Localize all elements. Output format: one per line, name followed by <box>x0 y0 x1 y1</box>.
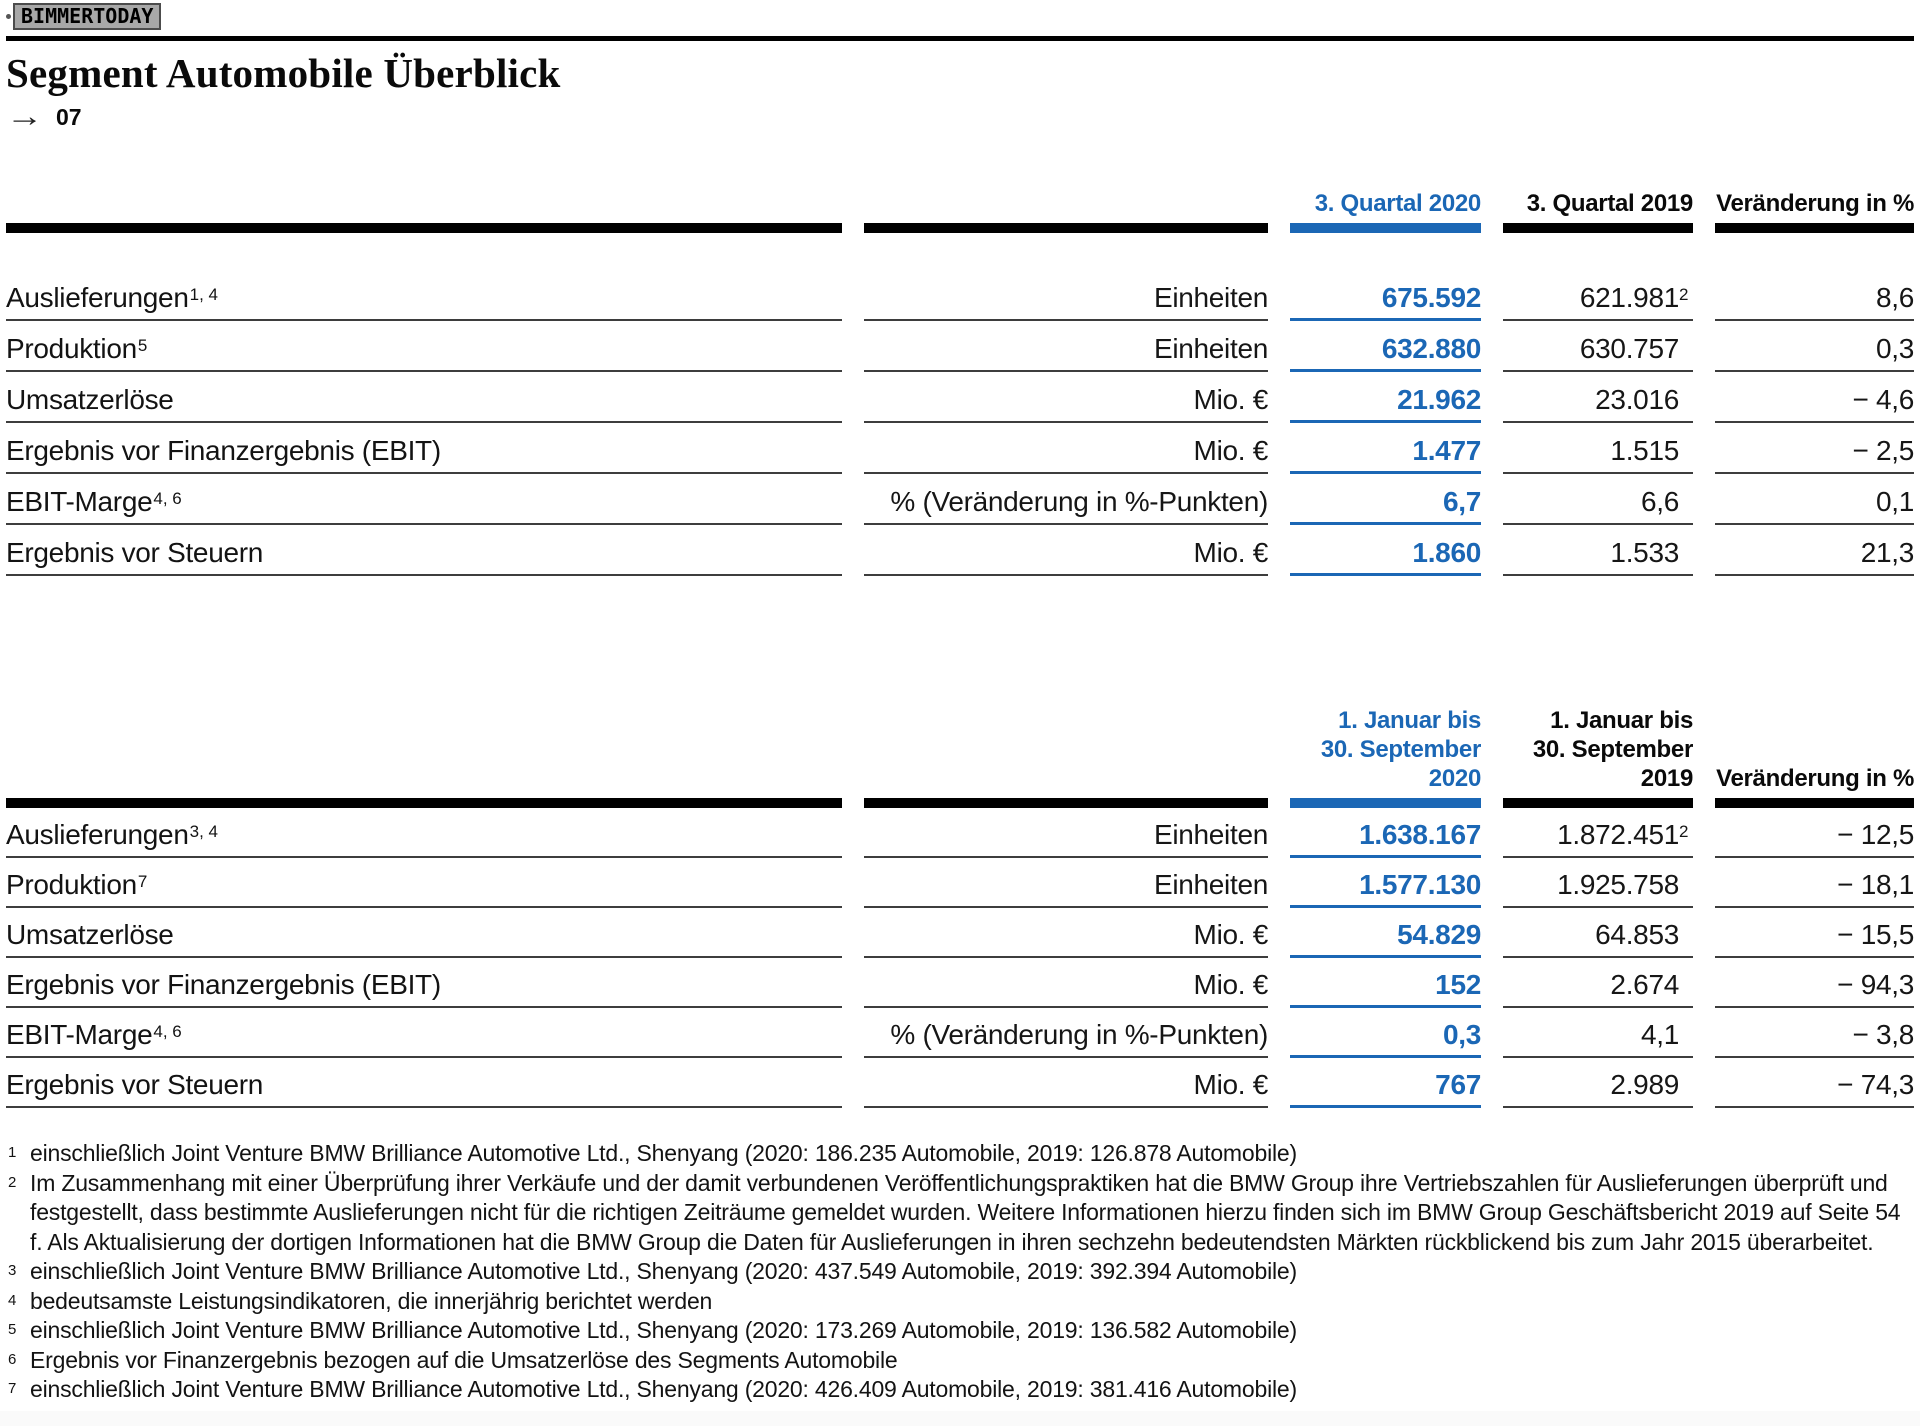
header-spacer-unit <box>864 706 1268 808</box>
value-change: 8,6 <box>1715 233 1914 321</box>
value-2020: 0,3 <box>1290 1008 1481 1058</box>
row-unit: Mio. € <box>864 908 1268 958</box>
footnote-marker: 4 <box>8 1291 17 1309</box>
value-text: 1.872.451 <box>1557 819 1679 850</box>
header-spacer-label <box>6 189 842 233</box>
label-text: Produktion <box>6 333 137 364</box>
footnote-text: einschließlich Joint Venture BMW Brilliance Automotive Ltd., Shenyang (2020: 437.549 Automobile, 2019: 392.394 Automobile) <box>30 1258 1297 1284</box>
row-unit: Mio. € <box>864 525 1268 576</box>
row-unit: % (Veränderung in %-Punkten) <box>864 474 1268 525</box>
header-q3-2019 <box>1503 189 1693 233</box>
header-bar-blue <box>1290 223 1481 233</box>
row-label <box>6 858 842 908</box>
row-unit: Einheiten <box>864 858 1268 908</box>
value-text: 6,6 <box>1640 486 1679 517</box>
header-bar <box>1715 798 1914 808</box>
value-2019 <box>1503 1008 1693 1058</box>
footnote <box>6 1287 1914 1317</box>
footnote <box>6 1139 1914 1169</box>
value-change: − 3,8 <box>1715 1008 1914 1058</box>
label-text: Produktion <box>6 869 137 900</box>
header-spacer-unit <box>864 189 1268 233</box>
label-text: Ergebnis vor Steuern <box>6 537 264 568</box>
label-footnote-ref: 7 <box>137 872 148 891</box>
value-2019 <box>1503 233 1693 321</box>
value-2019 <box>1503 474 1693 525</box>
header-bar <box>1503 798 1693 808</box>
footnote <box>6 1257 1914 1287</box>
label-text: Ergebnis vor Steuern <box>6 1069 264 1100</box>
column-header-line: 2019 <box>1640 765 1693 792</box>
value-text: 64.853 <box>1595 919 1679 950</box>
value-2020: 767 <box>1290 1058 1481 1108</box>
value-2019 <box>1503 858 1693 908</box>
row-label <box>6 423 842 474</box>
value-change: − 74,3 <box>1715 1058 1914 1108</box>
value-2020: 1.638.167 <box>1290 808 1481 858</box>
value-2019 <box>1503 1058 1693 1108</box>
value-text: 1.533 <box>1610 537 1679 568</box>
value-text: 1.515 <box>1610 435 1679 466</box>
footnote <box>6 1375 1914 1405</box>
value-2019 <box>1503 908 1693 958</box>
label-text: EBIT-Marge <box>6 486 153 517</box>
watermark-dot-icon <box>6 14 11 19</box>
value-2020: 54.829 <box>1290 908 1481 958</box>
footnote-marker: 2 <box>8 1173 17 1191</box>
value-2019 <box>1503 958 1693 1008</box>
arrow-right-icon: → <box>6 100 44 133</box>
value-2020: 1.477 <box>1290 423 1481 474</box>
footnote-marker: 5 <box>8 1321 17 1338</box>
column-header-label: Veränderung in % <box>1716 190 1914 217</box>
value-text: 1.925.758 <box>1557 869 1679 900</box>
row-label <box>6 1058 842 1108</box>
header-change <box>1715 706 1914 808</box>
value-text: 2.674 <box>1610 969 1679 1000</box>
label-text: Auslieferungen <box>6 819 189 850</box>
page-number: 07 <box>56 103 82 130</box>
row-label <box>6 525 842 576</box>
header-change <box>1715 189 1914 233</box>
footnote-marker: 1 <box>8 1144 17 1161</box>
bottom-band <box>0 1411 1920 1426</box>
footnotes <box>6 1139 1914 1405</box>
header-spacer-label <box>6 706 842 808</box>
column-header-line: 30. September <box>1320 736 1481 763</box>
page-marker <box>6 101 1914 133</box>
label-footnote-ref: 4, 6 <box>153 489 182 508</box>
footnote-text: einschließlich Joint Venture BMW Brilliance Automotive Ltd., Shenyang (2020: 173.269 Automobile, 2019: 136.582 Automobile) <box>30 1317 1297 1343</box>
footnote-text: Ergebnis vor Finanzergebnis bezogen auf die Umsatzerlöse des Segments Automobile <box>30 1346 898 1373</box>
value-change: 0,1 <box>1715 474 1914 525</box>
value-2020: 21.962 <box>1290 372 1481 423</box>
row-label <box>6 908 842 958</box>
row-unit: Mio. € <box>864 372 1268 423</box>
value-footnote-ref: 2 <box>1679 285 1689 304</box>
header-ytd-2019 <box>1503 706 1693 808</box>
header-q3-2020 <box>1290 189 1481 233</box>
header-bar <box>6 223 842 233</box>
footnote-text: einschließlich Joint Venture BMW Brilliance Automotive Ltd., Shenyang (2020: 426.409 Automobile, 2019: 381.416 Automobile) <box>30 1376 1297 1402</box>
row-unit: Mio. € <box>864 958 1268 1008</box>
value-2019 <box>1503 423 1693 474</box>
value-2020: 675.592 <box>1290 233 1481 321</box>
label-text: EBIT-Marge <box>6 1019 153 1050</box>
label-text: Umsatzerlöse <box>6 384 174 415</box>
footnote-marker: 3 <box>8 1262 17 1279</box>
label-footnote-ref: 3, 4 <box>189 822 218 841</box>
value-2019 <box>1503 321 1693 372</box>
value-text: 4,1 <box>1640 1019 1679 1050</box>
table-ytd <box>6 706 1914 1108</box>
column-header-line: 30. September <box>1532 736 1693 763</box>
row-unit: % (Veränderung in %-Punkten) <box>864 1008 1268 1058</box>
table-quarter <box>6 189 1914 576</box>
value-text: 23.016 <box>1595 384 1679 415</box>
label-footnote-ref: 4, 6 <box>153 1022 182 1041</box>
value-change: − 12,5 <box>1715 808 1914 858</box>
column-header-label: 3. Quartal 2019 <box>1526 190 1693 217</box>
value-change: − 2,5 <box>1715 423 1914 474</box>
footnote <box>6 1346 1914 1376</box>
row-label <box>6 1008 842 1058</box>
footnote-text: Im Zusammenhang mit einer Überprüfung ihrer Verkäufe und der damit verbundenen Veröffentlichungspraktiken hat die BMW Group ihre Vertriebszahlen für Auslieferungen überprüft und festgestellt, dass bestimmte Auslieferungen nicht für die richtigen Zeiträume gemeldet wurden. Weitere Informationen hierzu finden sich im BMW Group Geschäftsbericht 2019 auf Seite 54 f. Als Aktualisierung der dortigen Informationen hat die BMW Group die Daten für Auslieferungen in ihren sechzehn bedeutendsten Märkten rückblickend bis zum Jahr 2015 überarbeitet. <box>30 1169 1901 1255</box>
value-2019 <box>1503 525 1693 576</box>
value-change: − 4,6 <box>1715 372 1914 423</box>
watermark-badge: BIMMERTODAY <box>13 3 161 30</box>
value-2020: 1.577.130 <box>1290 858 1481 908</box>
label-footnote-ref: 5 <box>137 336 148 355</box>
watermark-row <box>6 0 1914 30</box>
value-change: 21,3 <box>1715 525 1914 576</box>
footnote-marker: 6 <box>8 1350 17 1368</box>
value-footnote-ref: 2 <box>1679 822 1689 841</box>
row-unit: Einheiten <box>864 321 1268 372</box>
row-unit: Mio. € <box>864 1058 1268 1108</box>
value-text: 621.981 <box>1579 282 1679 313</box>
value-2020: 1.860 <box>1290 525 1481 576</box>
label-text: Auslieferungen <box>6 282 189 313</box>
footnote-text: bedeutsamste Leistungsindikatoren, die innerjährig berichtet werden <box>30 1287 713 1314</box>
header-bar-blue <box>1290 798 1481 808</box>
column-header-label: Veränderung in % <box>1716 765 1914 792</box>
column-header-label: 3. Quartal 2020 <box>1314 190 1481 217</box>
label-text: Ergebnis vor Finanzergebnis (EBIT) <box>6 969 441 1000</box>
header-bar <box>864 798 1268 808</box>
header-bar <box>864 223 1268 233</box>
label-text: Umsatzerlöse <box>6 919 174 950</box>
row-label <box>6 958 842 1008</box>
value-text: 630.757 <box>1579 333 1679 364</box>
header-bar <box>1715 223 1914 233</box>
value-change: − 18,1 <box>1715 858 1914 908</box>
header-ytd-2020 <box>1290 706 1481 808</box>
row-label <box>6 321 842 372</box>
row-unit: Einheiten <box>864 808 1268 858</box>
value-2020: 632.880 <box>1290 321 1481 372</box>
value-change: − 15,5 <box>1715 908 1914 958</box>
header-bar <box>1503 223 1693 233</box>
column-header-line: 2020 <box>1428 765 1481 792</box>
column-header-line: 1. Januar bis <box>1338 707 1481 734</box>
footnote <box>6 1169 1914 1258</box>
value-change: 0,3 <box>1715 321 1914 372</box>
value-text: 2.989 <box>1610 1069 1679 1100</box>
footnote-marker: 7 <box>8 1380 17 1397</box>
row-label <box>6 474 842 525</box>
label-footnote-ref: 1, 4 <box>189 285 218 304</box>
row-label <box>6 372 842 423</box>
row-unit: Mio. € <box>864 423 1268 474</box>
row-label <box>6 233 842 321</box>
row-unit: Einheiten <box>864 233 1268 321</box>
value-2020: 152 <box>1290 958 1481 1008</box>
value-2019 <box>1503 808 1693 858</box>
top-rule <box>6 36 1914 41</box>
label-text: Ergebnis vor Finanzergebnis (EBIT) <box>6 435 441 466</box>
header-bar <box>6 798 842 808</box>
value-change: − 94,3 <box>1715 958 1914 1008</box>
footnote <box>6 1316 1914 1346</box>
footnote-text: einschließlich Joint Venture BMW Brilliance Automotive Ltd., Shenyang (2020: 186.235 Automobile, 2019: 126.878 Automobile) <box>30 1140 1297 1166</box>
column-header-line: 1. Januar bis <box>1550 707 1693 734</box>
page-title: Segment Automobile Überblick <box>6 50 561 96</box>
value-2020: 6,7 <box>1290 474 1481 525</box>
value-2019 <box>1503 372 1693 423</box>
row-label <box>6 808 842 858</box>
